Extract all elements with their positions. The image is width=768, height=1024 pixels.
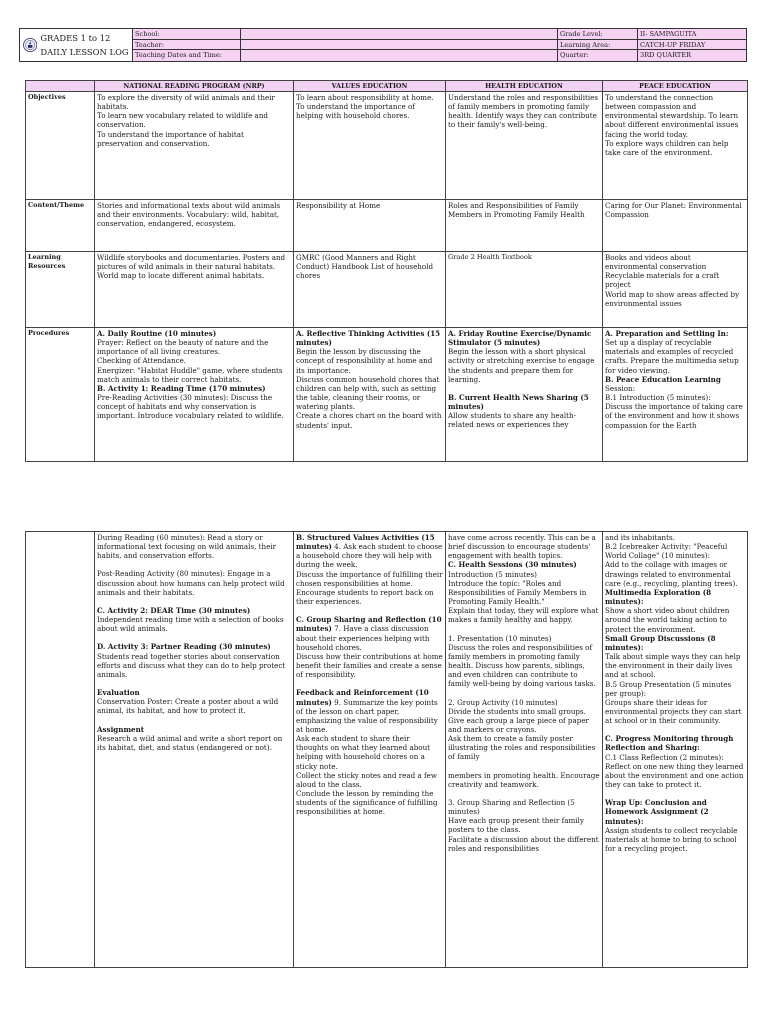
procedures-nrp-part2: [95, 532, 294, 968]
grade-level-label: Grade Level:: [557, 29, 637, 40]
peace-small-groups-text: Talk about simple ways they can help the environment in their daily lives and at school. B.5 Group Presentation (5 minutes per group): Groups share their ideas for environmental projects they can start at school or in their community.: [605, 652, 742, 726]
nrp-dear-time-text: Independent reading time with a selection of books about wild animals.: [97, 615, 284, 634]
dates-label: Teaching Dates and Time:: [132, 50, 240, 61]
values-group-sharing-step: 7. Have a class discussion about their experiences helping with household chores.: [296, 624, 430, 652]
teacher-value: [240, 40, 557, 51]
resources-nrp: Wildlife storybooks and documentaries. Posters and pictures of wild animals in their natural habitats. World map to locate different animal habitats.: [95, 252, 294, 328]
health-news-sharing-text: Allow students to share any health-related news or experiences they: [448, 411, 577, 430]
column-header-row: [26, 81, 748, 92]
procedures-health-part1: [446, 328, 603, 462]
procedures-label: Procedures: [26, 328, 95, 462]
peace-preparation-text: Set up a display of recyclable materials and examples of recycled crafts. Prepare the multimedia setup for video viewing.: [605, 338, 739, 375]
objectives-nrp: To explore the diversity of wild animals and their habitats. To learn new vocabulary related to wildlife and conservation. To understand the importance of habitat preservation and conservation.: [95, 92, 294, 200]
lesson-table-page-1: [25, 80, 748, 462]
deped-seal-icon: [23, 32, 37, 58]
peace-wrap-up-text: Assign students to collect recyclable materials at home to bring to school for a recycling project.: [605, 825, 738, 853]
learning-area-value: CATCH-UP FRIDAY: [637, 40, 746, 51]
procedures-peace-part2: [603, 532, 748, 968]
peace-heading-preparation: A. Preparation and Settling In:: [605, 329, 729, 338]
procedures-nrp-part1: [95, 328, 294, 462]
values-feedback-text: Ask each student to share their thoughts on what they learned about helping with household chores on a sticky note. Collect the sticky notes and read a few aloud to the class. Conclude the lesson by reminding the students of the significance of fulfilling responsibilities at home.: [296, 734, 438, 817]
quarter-label: Quarter:: [557, 50, 637, 61]
school-label: School:: [132, 29, 240, 40]
peace-heading-multimedia: Multimedia Exploration (8 minutes):: [605, 587, 712, 607]
values-reflective-text: Begin the lesson by discussing the concept of responsibility at home and its importance. Discuss common household chores that children can help with, such as setting the table, cleaning their rooms, or watering plants. Create a chores chart on the board with students' input.: [296, 347, 442, 430]
procedures-label-continued: [26, 532, 95, 968]
values-heading-feedback: Feedback and Reinforcement (10 minutes): [296, 688, 429, 707]
objectives-values: To learn about responsibility at home. To understand the importance of helping with household chores.: [294, 92, 446, 200]
health-group-activity-text: 2. Group Activity (10 minutes) Divide the students into small groups. Give each group a large piece of paper and markers or crayons. Ask them to create a family poster illustrating the roles and responsibilities of family: [448, 697, 596, 762]
lesson-table-page-2: [25, 531, 748, 968]
nrp-post-reading-text: Post-Reading Activity (80 minutes): Engage in a discussion about how humans can help protect wild animals and their habitats.: [97, 569, 285, 597]
procedures-continued-row: [26, 532, 748, 968]
header-info-grid: [132, 29, 746, 61]
nrp-heading-daily-routine: A. Daily Routine (10 minutes): [97, 329, 217, 338]
col-header-health: HEALTH EDUCATION: [446, 81, 603, 92]
col-header-peace: PEACE EDUCATION: [603, 81, 748, 92]
quarter-value: 3RD QUARTER: [637, 50, 746, 61]
peace-multimedia-text: Show a short video about children around the world taking action to protect the environment.: [605, 606, 730, 634]
content-peace: Caring for Our Planet: Environmental Compassion: [603, 200, 748, 252]
health-heading-friday-routine: A. Friday Routine Exercise/Dynamic Stimulator (5 minutes): [448, 329, 592, 348]
title-line-2: DAILY LESSON LOG: [40, 47, 129, 57]
peace-heading-learning-session: B. Peace Education Learning: [605, 374, 721, 384]
dates-value: [240, 50, 557, 61]
header-block: [19, 28, 747, 62]
nrp-evaluation-text: Conservation Poster: Create a poster about a wild animal, its habitat, and how to protect it.: [97, 697, 279, 716]
grade-level-value: II- SAMPAGUITA: [637, 29, 746, 40]
col-header-values: VALUES EDUCATION: [294, 81, 446, 92]
resources-peace: Books and videos about environmental conservation Recyclable materials for a craft project World map to show areas affected by environmental issues: [603, 252, 748, 328]
health-news-sharing-continued: have come across recently. This can be a brief discussion to encourage students' engagement with health topics.: [448, 533, 596, 561]
values-heading-group-sharing: C. Group Sharing and Reflection (10 minutes): [296, 615, 442, 634]
nrp-during-reading-text: During Reading (60 minutes): Read a story or informational text focusing on wild animals, their habits, and conservation efforts.: [97, 533, 277, 561]
content-label: Content/Theme: [26, 200, 95, 252]
peace-heading-wrap-up: Wrap Up: Conclusion and Homework Assignment (2 minutes):: [605, 798, 709, 826]
resources-row: [26, 252, 748, 328]
values-heading-structured: B. Structured Values Activities (15 minutes): [296, 533, 435, 552]
corner-cell: [26, 81, 95, 92]
content-nrp: Stories and informational texts about wild animals and their environments. Vocabulary: wild, habitat, conservation, endangered, ecosystem.: [95, 200, 294, 252]
objectives-peace: To understand the connection between compassion and environmental stewardship. To learn about different environmental issues facing the world today. To explore ways children can help take care of the environment.: [603, 92, 748, 200]
school-value: [240, 29, 557, 40]
resources-label: Learning Resources: [26, 252, 95, 328]
content-health: Roles and Responsibilities of Family Members in Promoting Family Health: [446, 200, 603, 252]
resources-values: GMRC (Good Manners and Right Conduct) Handbook List of household chores: [294, 252, 446, 328]
procedures-peace-part1: [603, 328, 748, 462]
nrp-pre-reading-text: Pre-Reading Activities (30 minutes): Discuss the concept of habitats and why conservation is important. Introduce vocabulary related to wildlife.: [97, 393, 284, 421]
values-structured-step: 4. Ask each student to choose a household chore they will help with during the week.: [296, 542, 443, 570]
health-heading-news-sharing: B. Current Health News Sharing (5 minutes): [448, 392, 589, 412]
nrp-assignment-text: Research a wild animal and write a short report on its habitat, diet, and status (endangered or not).: [97, 733, 283, 752]
nrp-heading-partner-reading: D. Activity 3: Partner Reading (30 minutes): [97, 642, 271, 652]
peace-heading-small-groups: Small Group Discussions (8 minutes):: [605, 633, 716, 652]
health-presentation-text: 1. Presentation (10 minutes) Discuss the roles and responsibilities of family members in promoting family health. Discuss how parents, siblings, and even children can contribute to family well-being by doing various tasks.: [448, 633, 596, 689]
teacher-label: Teacher:: [132, 40, 240, 51]
learning-area-label: Learning Area:: [557, 40, 637, 51]
nrp-heading-assignment: Assignment: [97, 724, 145, 734]
values-structured-text: Discuss the importance of fulfilling their chosen responsibilities at home. Encourage students to report back on their experiences.: [296, 569, 443, 607]
health-group-activity-continued: members in promoting health. Encourage creativity and teamwork.: [448, 770, 600, 789]
health-friday-routine-text: Begin the lesson with a short physical activity or stretching exercise to engage the students and prepare them for learning.: [448, 347, 595, 384]
title-line-1: GRADES 1 to 12: [40, 33, 111, 43]
objectives-label: Objectives: [26, 92, 95, 200]
nrp-partner-reading-text: Students read together stories about conservation efforts and discuss what they can do to help protect animals.: [97, 651, 286, 679]
health-group-sharing-text: 3. Group Sharing and Reflection (5 minutes) Have each group present their family posters to the class. Facilitate a discussion about the different roles and responsibilities: [448, 797, 599, 853]
peace-learning-session-text: Session: B.1 Introduction (5 minutes): Discuss the importance of taking care of the environment and how it shows compassion for the Earth: [605, 383, 743, 430]
content-values: Responsibility at Home: [294, 200, 446, 252]
nrp-heading-reading-time: B. Activity 1: Reading Time (170 minutes): [97, 383, 266, 393]
objectives-health: Understand the roles and responsibilities of family members in promoting family health. Identify ways they can contribute to their family's well-being.: [446, 92, 603, 200]
procedures-health-part2: [446, 532, 603, 968]
procedures-values-part2: [294, 532, 446, 968]
document-title: [40, 29, 132, 61]
resources-health: Grade 2 Health Textbook: [446, 252, 603, 328]
nrp-daily-routine-text: Prayer: Reflect on the beauty of nature and the importance of all living creatures. Checking of Attendance. Energizer: "Habitat Huddle" game, where students match animals to their correct habitats.: [97, 338, 283, 384]
content-row: [26, 200, 748, 252]
health-introduction-text: Introduction (5 minutes) Introduce the topic: "Roles and Responsibilities of Family Members in Promoting Family Health." Explain that today, they will explore what makes a family healthy and happy.: [448, 569, 599, 625]
peace-heading-progress-monitoring: C. Progress Monitoring through Reflection and Sharing:: [605, 734, 734, 753]
procedures-values-part1: [294, 328, 446, 462]
nrp-heading-evaluation: Evaluation: [97, 688, 140, 698]
peace-progress-monitoring-text: C.1 Class Reflection (2 minutes): Reflect on one new thing they learned about the environment and one action they can take to protect it.: [605, 752, 744, 790]
col-header-nrp: NATIONAL READING PROGRAM (NRP): [95, 81, 294, 92]
values-feedback-step: 9. Summarize the key points of the lesson on chart paper, emphasizing the value of responsibility at home.: [296, 697, 438, 734]
values-heading-reflective: A. Reflective Thinking Activities (15 minutes): [296, 329, 441, 348]
objectives-row: [26, 92, 748, 200]
health-heading-sessions: C. Health Sessions (30 minutes): [448, 560, 577, 570]
nrp-heading-dear-time: C. Activity 2: DEAR Time (30 minutes): [97, 605, 251, 615]
values-group-sharing-text: Discuss how their contributions at home benefit their families and create a sense of responsibility.: [296, 651, 443, 680]
procedures-row: [26, 328, 748, 462]
peace-icebreaker-text: and its inhabitants. B.2 Icebreaker Activity: "Peaceful World Collage" (10 minutes): Add to the collage with images or drawings related to environmental care (e.g., recycling, planting trees).: [605, 533, 738, 588]
